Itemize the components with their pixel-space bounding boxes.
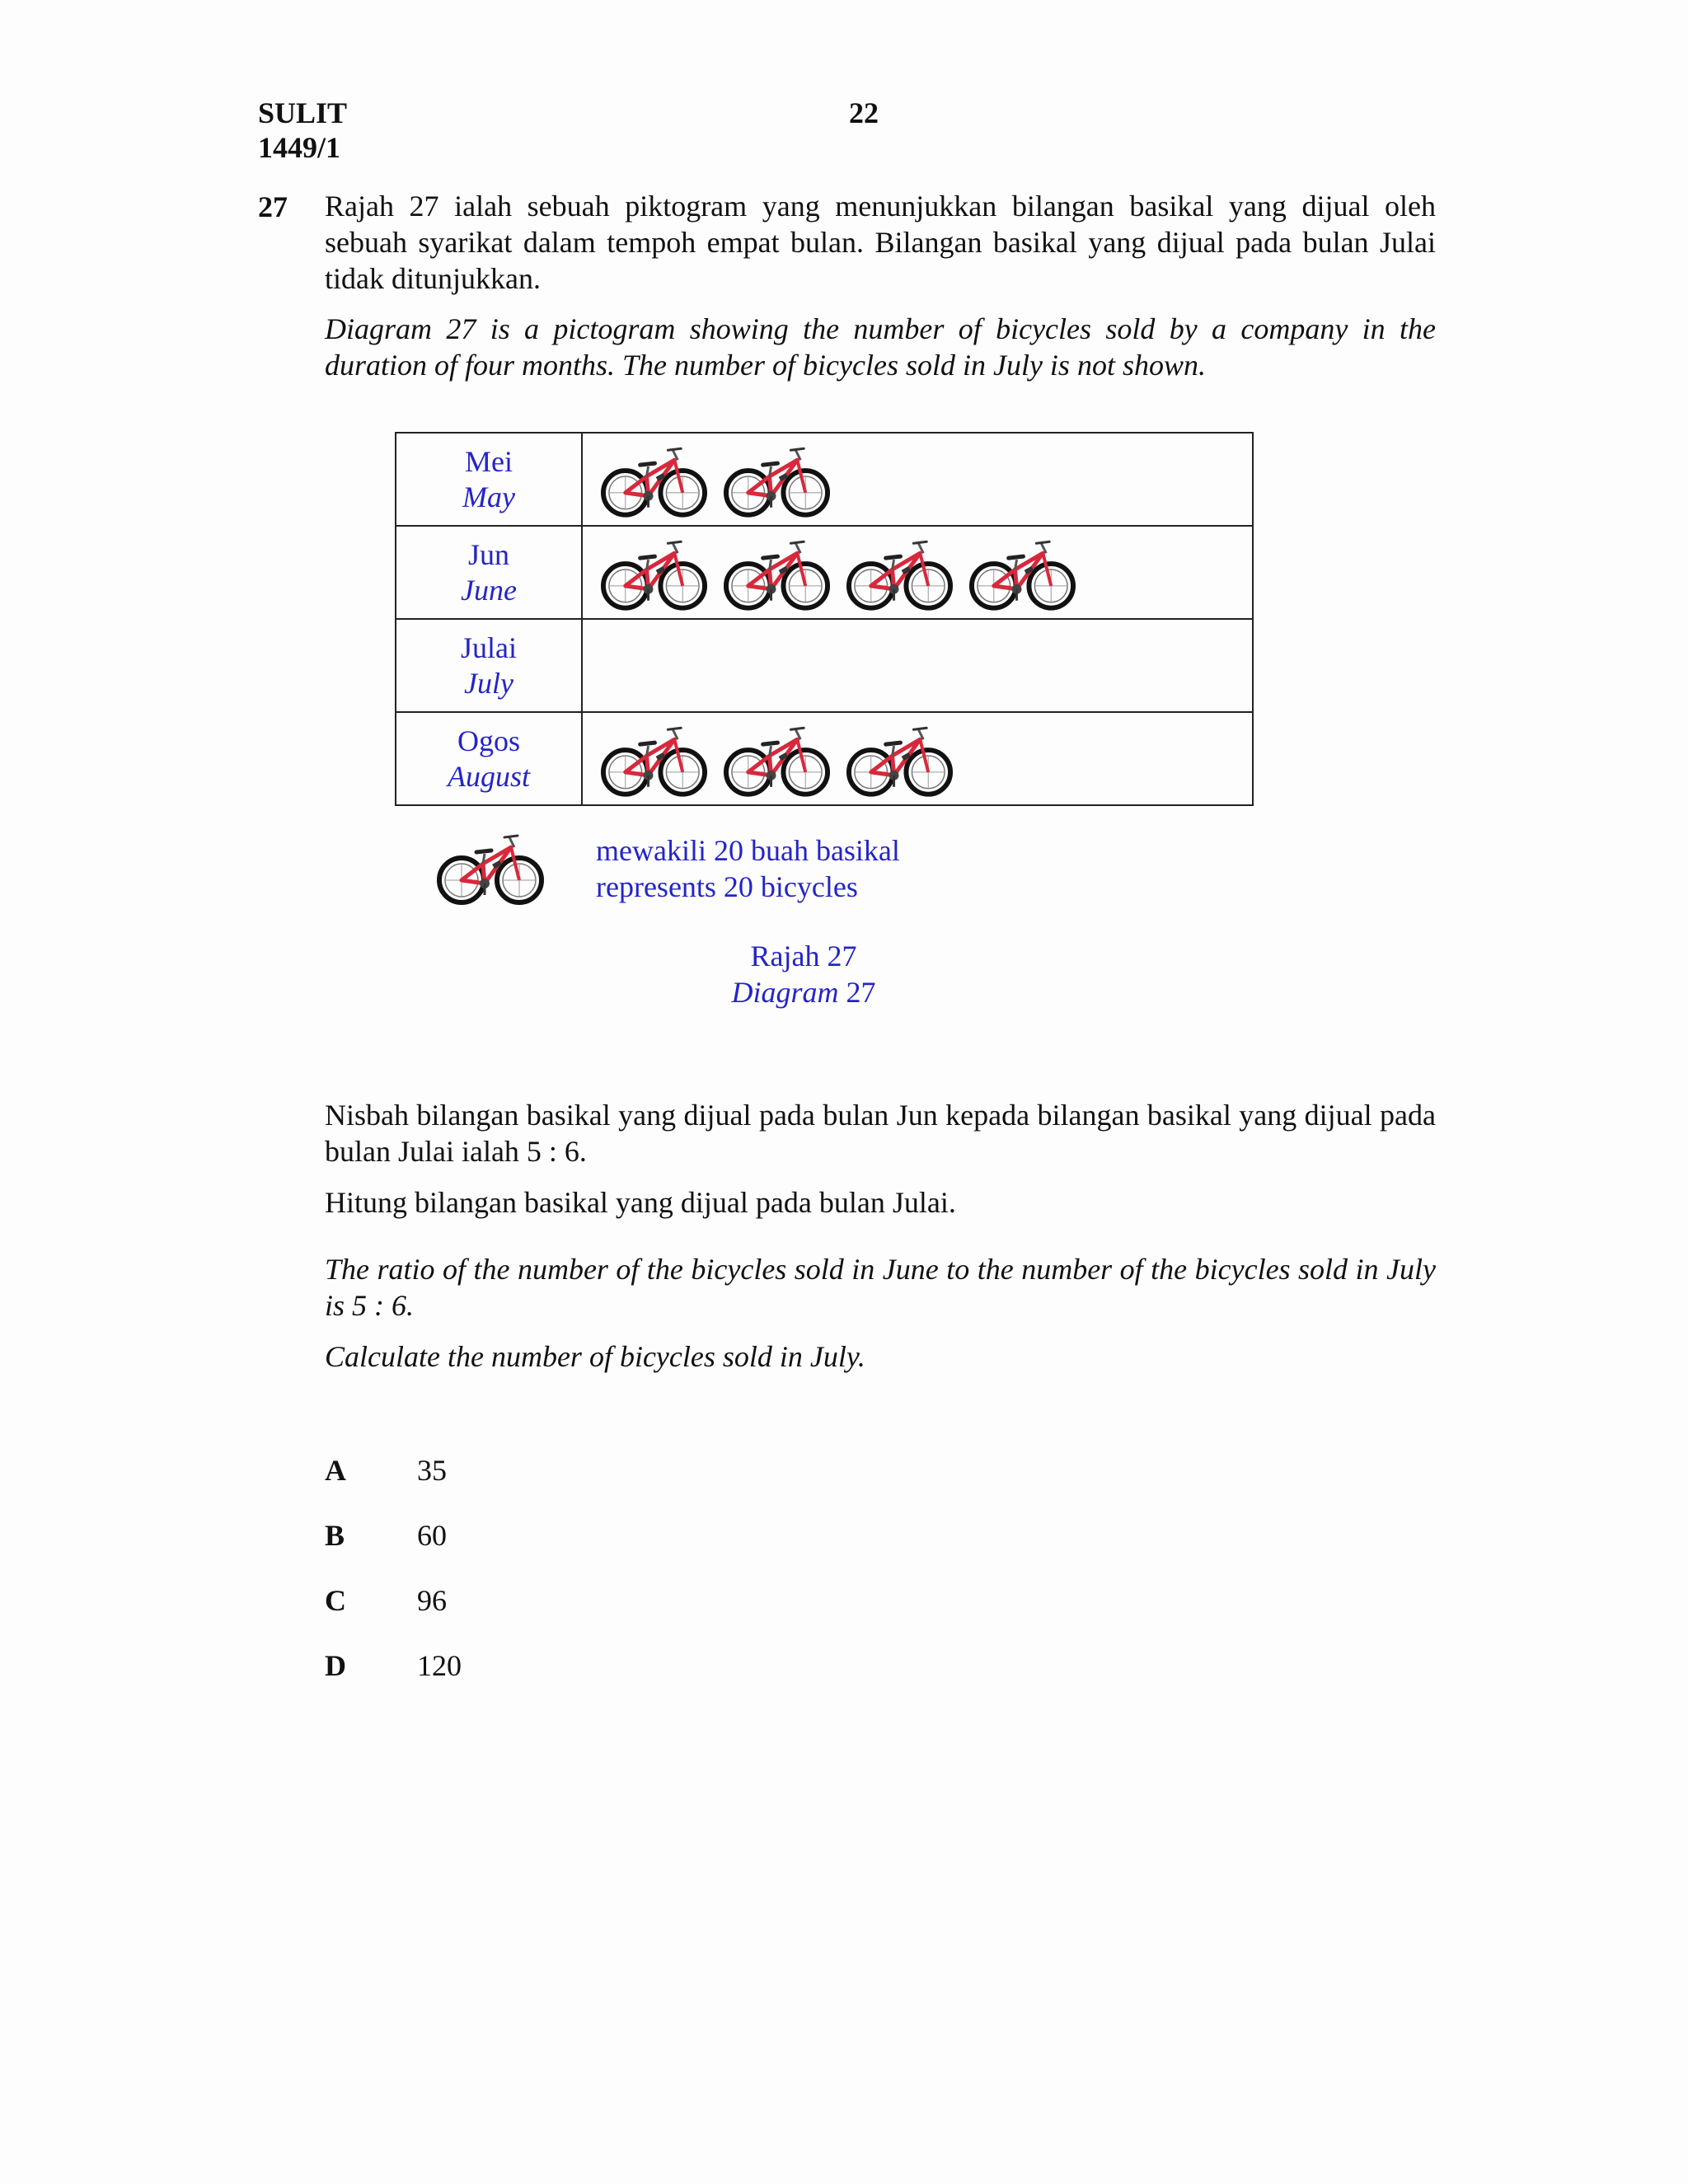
- month-english: May: [462, 480, 515, 513]
- bicycle-icon: [599, 532, 709, 614]
- month-malay: Mei: [465, 444, 513, 478]
- icon-cell: [582, 619, 1253, 712]
- key-malay: mewakili 20 buah basikal: [596, 834, 900, 867]
- intro-english: Diagram 27 is a pictogram showing the number of bicycles sold by a company in the duration of four months. The number of bicycles sold in July is not shown.: [325, 312, 1436, 382]
- caption-malay: Rajah 27: [750, 940, 857, 972]
- month-malay: Jun: [467, 537, 509, 571]
- option-value[interactable]: 120: [417, 1649, 462, 1682]
- page-number: 22: [849, 96, 879, 129]
- pictogram-key: [596, 832, 900, 905]
- month-malay: Julai: [461, 630, 517, 664]
- pictogram-row: [396, 619, 1253, 712]
- option-letter: B: [325, 1519, 345, 1552]
- pictogram-row: [396, 433, 1253, 526]
- month-label: [396, 712, 582, 805]
- pictogram-row: [396, 526, 1253, 619]
- option-value[interactable]: 35: [417, 1454, 447, 1487]
- bicycle-icon: [968, 532, 1077, 614]
- ratio-malay: Nisbah bilangan basikal yang dijual pada bulan Jun kepada bilangan basikal yang dijual pada bulan Julai ialah 5 : 6.: [325, 1099, 1436, 1168]
- bicycle-icon: [722, 718, 832, 800]
- bicycle-icon: [845, 718, 954, 800]
- bicycle-icon: [599, 718, 709, 800]
- pictogram-table: [395, 432, 1254, 806]
- month-english: June: [461, 573, 517, 607]
- diagram-caption: [659, 938, 948, 1010]
- intro-malay: Rajah 27 ialah sebuah piktogram yang menunjukkan bilangan basikal yang dijual oleh sebuah syarikat dalam tempoh empat bulan. Bilangan basikal yang dijual pada bulan Julai tidak ditunjukkan.: [325, 190, 1436, 295]
- header-paper-code: 1449/1: [258, 131, 341, 164]
- bicycle-icon: [599, 438, 709, 521]
- header-sulit: SULIT: [258, 96, 348, 129]
- option-letter: A: [325, 1454, 346, 1487]
- bicycle-icon: [845, 532, 954, 614]
- question-number: 27: [258, 190, 288, 223]
- caption-english: Diagram 27: [731, 976, 876, 1009]
- icon-cell: [582, 526, 1253, 619]
- icon-cell: [582, 433, 1253, 526]
- month-english: July: [464, 666, 513, 700]
- month-malay: Ogos: [457, 724, 520, 757]
- month-label: [396, 433, 582, 526]
- month-label: [396, 619, 582, 712]
- option-value[interactable]: 60: [417, 1519, 447, 1552]
- option-value[interactable]: 96: [417, 1584, 447, 1617]
- icon-cell: [582, 712, 1253, 805]
- option-letter: D: [325, 1649, 346, 1682]
- ratio-english: The ratio of the number of the bicycles sold in June to the number of the bicycles sold in July is 5 : 6.: [325, 1253, 1436, 1322]
- bicycle-icon: [722, 438, 832, 521]
- task-malay: Hitung bilangan basikal yang dijual pada bulan Julai.: [325, 1186, 956, 1219]
- task-english: Calculate the number of bicycles sold in July.: [325, 1340, 865, 1373]
- pictogram-row: [396, 712, 1253, 805]
- key-english: represents 20 bicycles: [596, 870, 858, 903]
- month-english: August: [447, 759, 530, 793]
- key-bicycle-icon: [433, 826, 548, 908]
- month-label: [396, 526, 582, 619]
- option-letter: C: [325, 1584, 346, 1617]
- bicycle-icon: [722, 532, 832, 614]
